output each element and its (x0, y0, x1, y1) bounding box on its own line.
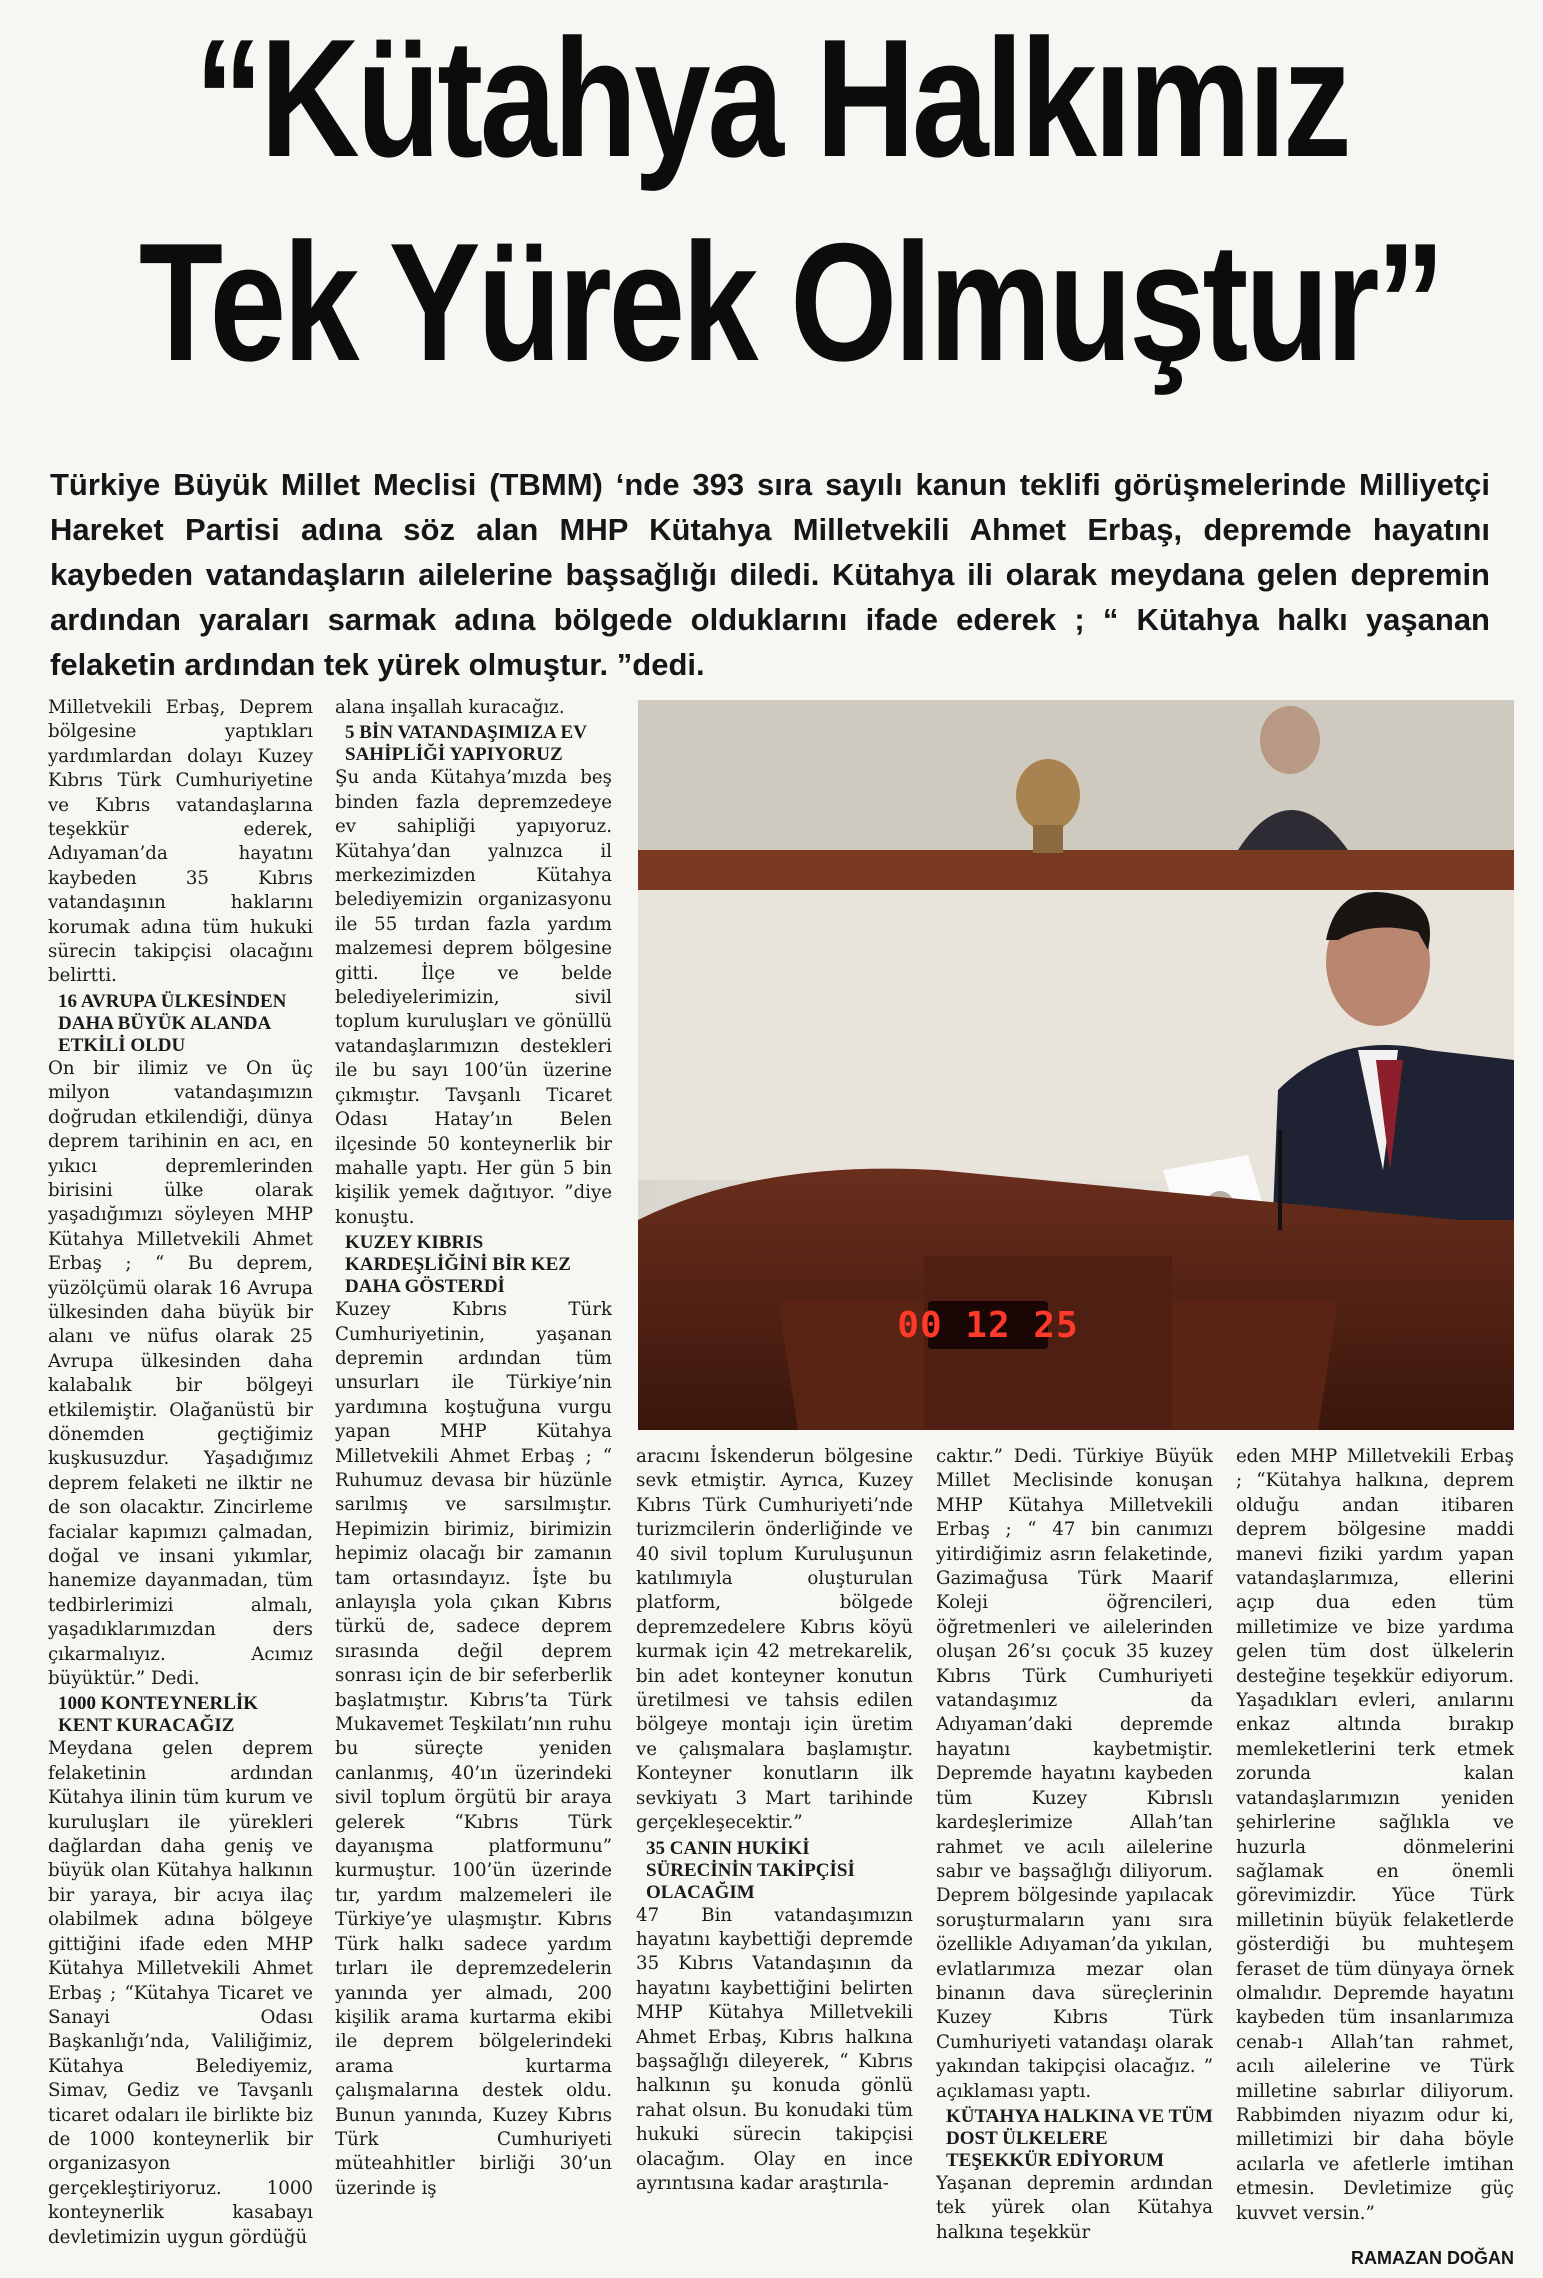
col3-subheading-1: 35 CANIN HUKİKİ SÜRECİNİN TAKİPÇİSİ OLACAĞIM (646, 1837, 855, 1903)
article-column-3 (636, 1445, 913, 2278)
col1-subheading-1: 16 AVRUPA ÜLKESİNDEN DAHA BÜYÜK ALANDA ETKİLİ OLDU (58, 990, 287, 1056)
col2-subheading-2: KUZEY KIBRIS KARDEŞLİĞİNİ BİR KEZ DAHA GÖSTERDİ (345, 1232, 571, 1298)
col1-paragraph-2: On bir ilimiz ve On üç milyon vatandaşımızın doğrudan etkilendiği, dünya deprem tarihinin en acı, en yıkıcı depremlerinden birisini ülke olarak yaşadığımızı söyleyen MHP Kütahya Milletvekili Ahmet Erbaş ; “ Bu deprem, yüzölçümü olarak 16 Avrupa ülkesinden daha büyük bir alanı ve nüfus olarak 25 Avrupa ülkesinden daha kalabalık bir bölgeyi etkilemiştir. Olağanüstü bir dönemden geçtiğimiz kuşkusuzdur. Yaşadığımız deprem felaketi ne ilktir ne de son olacaktır. Zincirleme facialar kapımızı çalmadan, doğal ve insani yıkımlar, hanemize dayanmadan, tüm tedbirlerimizi almalı, yaşadıklarımızdan ders çıkarmalıyız. Acımız büyüktür.” Dedi. (48, 1057, 313, 1690)
article-column-1 (48, 696, 313, 2278)
col4-paragraph-1: caktır.” Dedi. Türkiye Büyük Millet Meclisinde konuşan MHP Kütahya Milletvekili Erbaş ; “ 47 bin canımızı yitirdiğimiz asrın felaketinde, Gazimağusa Türk Maarif Koleji öğrencileri, öğretmenleri ve ailelerinden oluşan 26’sı çocuk 35 kuzey Kıbrıs Türk Cumhuriyeti vatandaşımız da Adıyaman’daki depremde hayatını kaybetmiştir. Depremde hayatını kaybeden tüm Kuzey Kıbrıslı kardeşlerimize Allah’tan rahmet ve acılı ailelerine sabır ve başsağlığı diliyorum. Deprem bölgesinde yapılacak soruşturmaların yanı sıra özellikle Adıyaman’da yıkılan, evlatlarımıza mezar olan binanın dava süreçlerinin Kuzey Kıbrıs Türk Cumhuriyeti vatandaşı olarak yakından takipçisi olacağız. ” açıklaması yaptı. (936, 1446, 1213, 2102)
col1-paragraph-1: Milletvekili Erbaş, Deprem bölgesine yaptıkları yardımlardan dolayı Kuzey Kıbrıs Türk Cumhuriyetine ve Kıbrıs vatandaşlarına teşekkür ederek, Adıyaman’da hayatını kaybeden 35 Kıbrıs vatandaşının haklarını korumak adına tüm hukuki sürecin takipçisi olacağını belirtti. (48, 697, 313, 987)
col2-paragraph-2: Şu anda Kütahya’mızda beş binden fazla depremzedeye ev sahipliği yapıyoruz. Kütahya’dan yalnızca il merkezimizden Kütahya belediyemizin organizasyonu ile 55 tırdan fazla yardım malzemesi deprem bölgesine gitti. İlçe ve belde belediyelerimizin, sivil toplum kuruluşları ve gönüllü vatandaşlarımızın destekleri ile bu sayı 100’ün üzerine çıkmıştır. Tavşanlı Ticaret Odası Hatay’ın Belen ilçesinde 50 konteynerlik bir mahalle yaptı. Her gün 5 bin kişilik yemek dağıtıyor. ”diye konuştu. (335, 767, 612, 1228)
col3-paragraph-2: 47 Bin vatandaşımızın hayatını kaybettiği depremde 35 Kıbrıs Vatandaşının da hayatını kaybettiğini belirten MHP Kütahya Milletvekili Ahmet Erbaş, Kıbrıs halkına başsağlığı dileyerek, “ Kıbrıs halkının şu konuda gönlü rahat olsun. Bu konudaki tüm hukuki sürecin takipçisi olacağım. Olay en ince ayrıntısına kadar araştırıla- (636, 1904, 913, 2194)
col5-paragraph-1: eden MHP Milletvekili Erbaş ; “Kütahya halkına, deprem olduğu andan itibaren deprem bölgesine maddi manevi fiziki yardım yapan vatandaşlarımıza, ellerini açıp dua eden tüm milletimize ve bize yardıma gelen tüm dost ülkelerin desteğine teşekkür ediyorum. Yaşadıkları evleri, anılarını enkaz altında bırakıp memleketlerini terk etmek zorunda kalan vatandaşlarımızın yeniden şehirlerine sağlıkla ve huzurla dönmelerini sağlamak en önemli görevimizdir. Yüce Türk milletinin büyük felaketlerde gösterdiği bu muhteşem feraset de tüm dünyaya örnek olmalıdır. Depremde hayatını kaybeden tüm insanlarımıza cenab-ı Allah’tan rahmet, acılı ailelerine ve Türk milletine sabırlar diliyorum. Rabbimden niyazım odur ki, milletimizi bir daha böyle acılarla ve afetlerle imtihan etmesin. Devletimize güç kuvvet versin.” (1236, 1446, 1514, 2224)
col1-paragraph-3: Meydana gelen deprem felaketinin ardından Kütahya ilinin tüm kurum ve kuruluşları ile yürekleri dağlardan daha geniş ve büyük olan Kütahya halkının bir yaraya, bir acıya ilaç olabilmek adına bölgeye gittiğini ifade eden MHP Kütahya Milletvekili Ahmet Erbaş ; “Kütahya Ticaret ve Sanayi Odası Başkanlığı’nda, Valiliğimiz, Kütahya Belediyemiz, Simav, Gediz ve Tavşanlı ticaret odaları ile birlikte biz de 1000 konteynerlik bir organizasyon gerçekleştiriyoruz. 1000 konteynerlik kasabayı devletimizin uygun gördüğü (48, 1738, 313, 2248)
col4-paragraph-2: Yaşanan depremin ardından tek yürek olan Kütahya halkına teşekkür (936, 2172, 1213, 2243)
article-column-4 (936, 1445, 1213, 2278)
podium-clock-display: 00 12 25 (897, 1305, 1079, 1346)
col2-subheading-1: 5 BİN VATANDAŞIMIZA EV SAHİPLİĞİ YAPIYORUZ (345, 722, 587, 766)
article-column-2 (335, 696, 612, 2278)
col3-paragraph-1: aracını İskenderun bölgesine sevk etmiştir. Ayrıca, Kuzey Kıbrıs Türk Cumhuriyeti’nde turizmcilerin önderliğinde ve 40 sivil toplum Kuruluşunun katılımıyla oluşturulan platform, bölgede depremzedelere Kıbrıs köyü kurmak için 42 metrekarelik, bin adet konteyner konutun üretilmesi ve tahsis edilen bölgeye montajı için üretim ve çalışmalara başlamıştır. Konteyner konutların ilk sevkiyatı 3 Mart tarihinde gerçekleşecektir.” (636, 1446, 913, 1834)
col2-paragraph-1: alana inşallah kuracağız. (335, 697, 565, 718)
col4-subheading-1: KÜTAHYA HALKINA VE TÜM DOST ÜLKELERE TEŞEKKÜR EDİYORUM (946, 2105, 1213, 2171)
article-lede: Türkiye Büyük Millet Meclisi (TBMM) ‘nde 393 sıra sayılı kanun teklifi görüşmelerinde Milliyetçi Hareket Partisi adına söz alan MHP Kütahya Milletvekili Ahmet Erbaş, depremde hayatını kaybeden vatandaşların ailelerine başsağlığı diledi. Kütahya ili olarak meydana gelen depremin ardından yaraları sarmak adına bölgede olduklarını ifade ederek ; “ Kütahya halkı yaşanan felaketin ardından tek yürek olmuştur. ”dedi. (50, 467, 1490, 682)
parliament-speaker-illustration (638, 700, 1514, 1430)
col2-paragraph-3: Kuzey Kıbrıs Türk Cumhuriyetinin, yaşanan depremin ardından tüm unsurları ile Türkiye’nin yardımına koştuğuna vurgu yapan MHP Kütahya Milletvekili Ahmet Erbaş ; “ Ruhumuz devasa bir hüzünle sarılmış ve sarsılmıştır. Hepimizin birimiz, birimizin hepimiz olacağı bir zamanın tam ortasındayız. İşte bu anlayışla yola çıkan Kıbrıs türkü de, sadece deprem sırasında değil deprem sonrası için de bir seferberlik başlatmıştır. Kıbrıs’ta Türk Mukavemet Teşkilatı’nın ruhu bu süreçte yeniden canlanmış, 40’ın üzerindeki sivil toplum örgütü bir araya gelerek “Kıbrıs Türk dayanışma platformunu” kurmuştur. 100’ün üzerinde tır, yardım malzemeleri ile Türkiye’ye ulaşmıştır. Kıbrıs Türk halkı sadece yardım tırları ile depremzedelerin yanında yer almadı, 200 kişilik arama kurtarma ekibi ile deprem bölgelerindeki arama kurtarma çalışmalarına destek oldu. Bunun yanında, Kuzey Kıbrıs Türk Cumhuriyeti müteahhitler birliği 30’un üzerinde iş (335, 1299, 612, 2199)
author-byline: RAMAZAN DOĞAN (1351, 2248, 1514, 2268)
article-column-5 (1236, 1445, 1514, 2245)
headline-line-1: “Kütahya Halkımız (194, 4, 1349, 192)
headline-line-2: Tek Yürek Olmuştur” (138, 208, 1442, 396)
article-photo (638, 700, 1514, 1430)
col1-subheading-2: 1000 KONTEYNERLİK KENT KURACAĞIZ (58, 1693, 259, 1737)
